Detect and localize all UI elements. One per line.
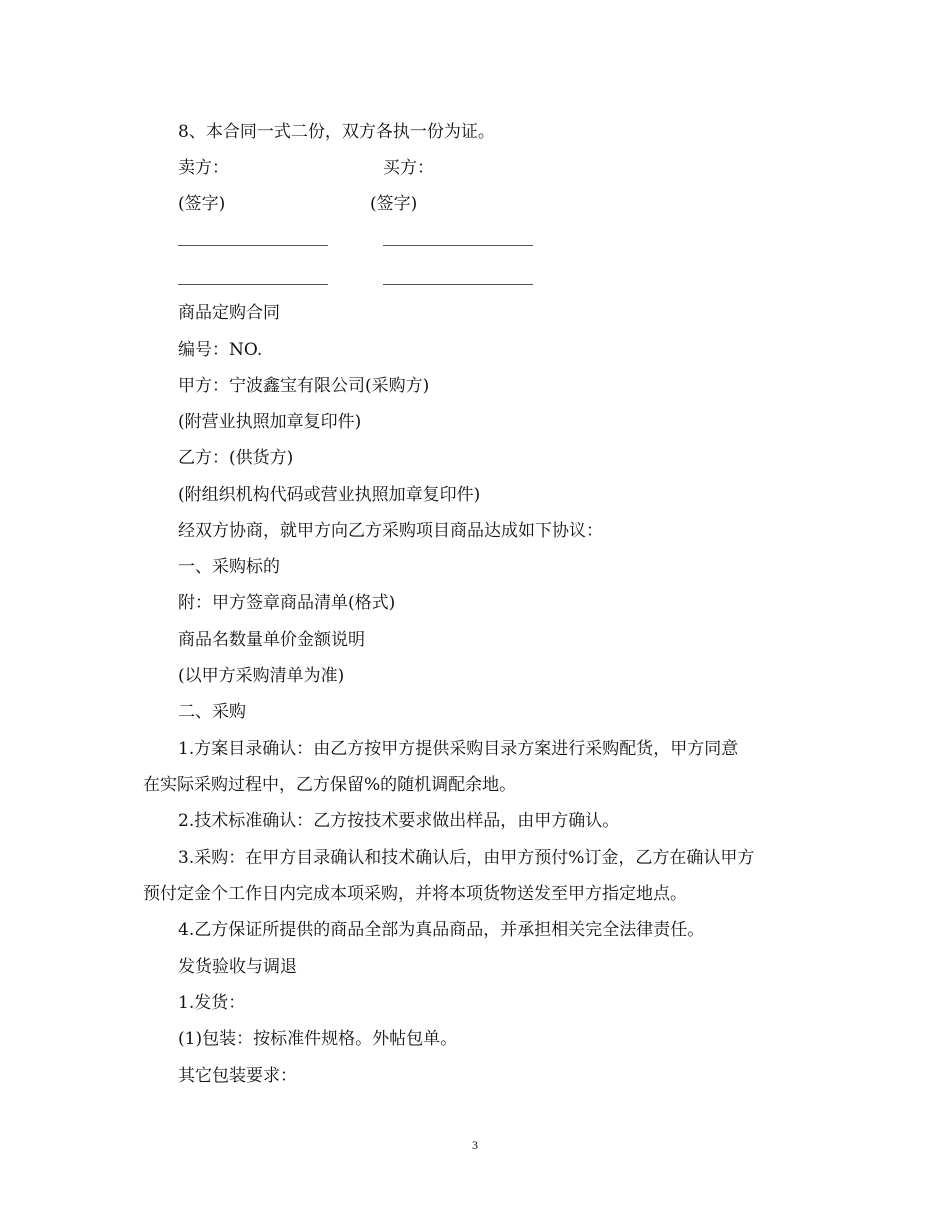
list-note: (以甲方采购清单为准) — [178, 666, 345, 686]
seller-label: 卖方： — [178, 158, 229, 178]
contract-number: 编号：NO. — [178, 340, 263, 360]
buyer-signature-line-1 — [383, 245, 533, 246]
list-columns: 商品名数量单价金额说明 — [178, 630, 365, 650]
attachment-note: 附：甲方签章商品清单(格式) — [178, 593, 396, 613]
section-1-heading: 一、采购标的 — [178, 557, 280, 577]
agreement-intro: 经双方协商，就甲方向乙方采购项目商品达成如下协议： — [178, 521, 603, 541]
buyer-signature-line-2 — [383, 284, 533, 285]
clause-2-1-line-2: 在实际采购过程中，乙方保留%的随机调配余地。 — [143, 775, 517, 795]
clause-2-1-line-1: 1.方案目录确认：由乙方按甲方提供采购目录方案进行采购配货，甲方同意 — [178, 739, 739, 759]
section-3-heading: 发货验收与调退 — [178, 957, 297, 977]
party-b: 乙方：(供货方) — [178, 448, 294, 468]
signature-sign-row — [178, 193, 418, 215]
buyer-label: 买方： — [383, 158, 434, 178]
clause-2-3-line-1: 3.采购：在甲方目录确认和技术确认后，由甲方预付%订金，乙方在确认甲方 — [178, 848, 755, 868]
clause-2-2: 2.技术标准确认：乙方按技术要求做出样品，由甲方确认。 — [178, 811, 620, 831]
party-a-note: (附营业执照加章复印件) — [178, 412, 362, 432]
party-b-note: (附组织机构代码或营业执照加章复印件) — [178, 485, 481, 505]
buyer-sign: (签字) — [370, 194, 418, 214]
seller-signature-line-1 — [178, 245, 328, 246]
other-packaging: 其它包装要求： — [178, 1066, 297, 1086]
seller-sign: (签字) — [178, 194, 226, 214]
clause-3-1: 1.发货： — [178, 993, 246, 1013]
clause-8: 8、本合同一式二份，双方各执一份为证。 — [178, 122, 495, 142]
signature-labels-row — [178, 157, 434, 179]
clause-2-4: 4.乙方保证所提供的商品全部为真品商品，并承担相关完全法律责任。 — [178, 920, 705, 940]
party-a: 甲方：宁波鑫宝有限公司(采购方) — [178, 376, 430, 396]
clause-2-3-line-2: 预付定金个工作日内完成本项采购，并将本项货物送发至甲方指定地点。 — [143, 884, 687, 904]
seller-signature-line-2 — [178, 284, 328, 285]
page-number: 3 — [472, 1138, 478, 1152]
section-2-heading: 二、采购 — [178, 702, 246, 722]
contract-title: 商品定购合同 — [178, 303, 280, 323]
clause-3-1-1: (1)包装：按标准件规格。外帖包单。 — [178, 1029, 458, 1049]
